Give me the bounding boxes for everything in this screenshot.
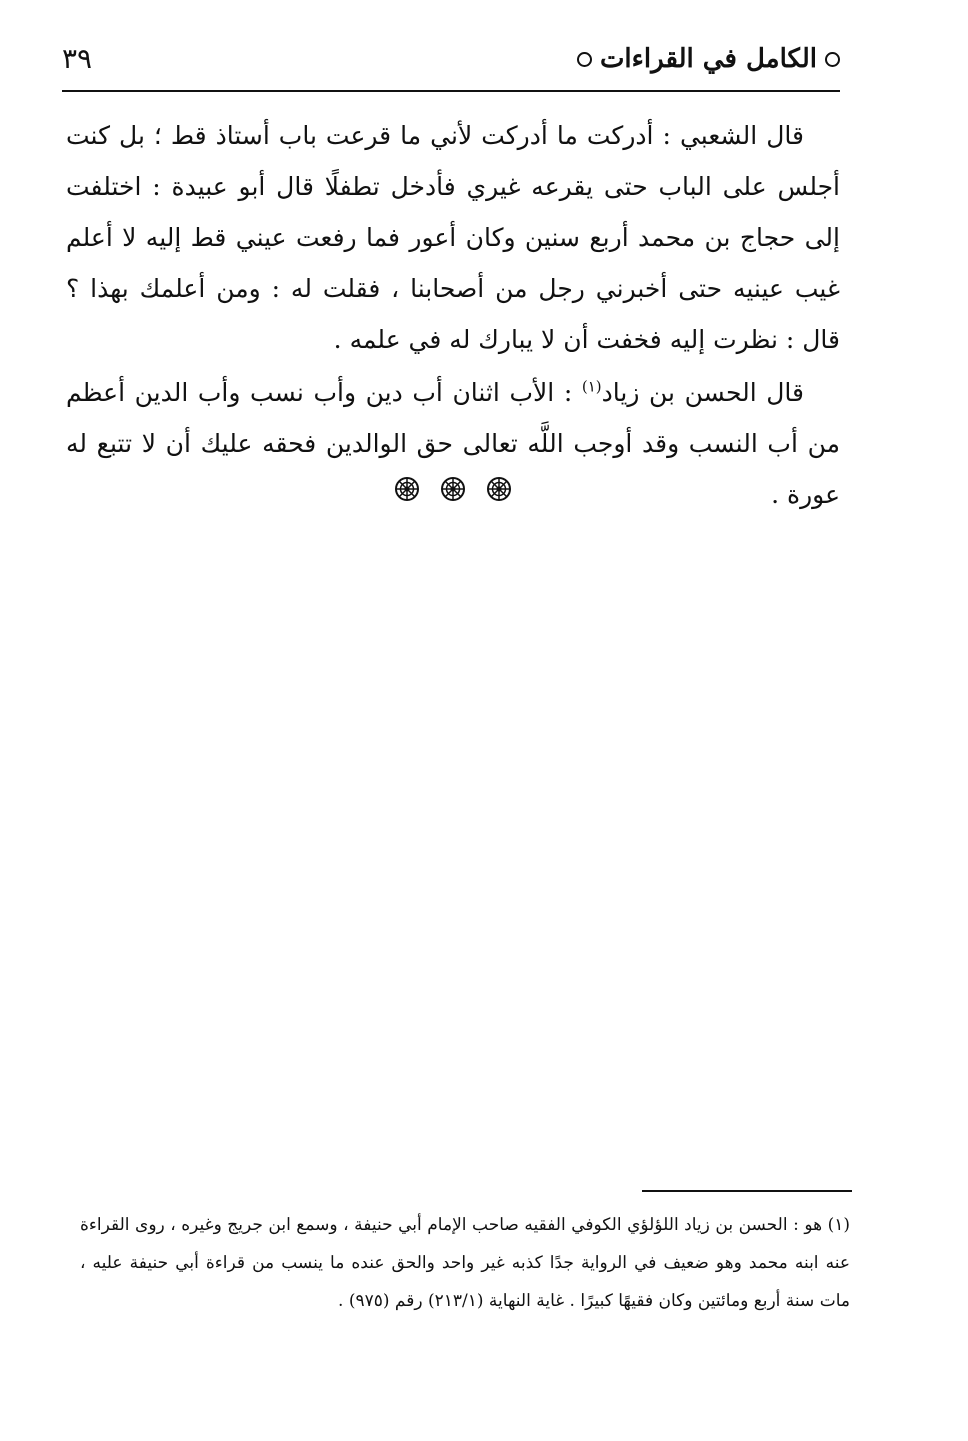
paragraph: قال الشعبي : أدركت ما أدركت لأني ما قرعت باب أستاذ قط ؛ بل كنت أجلس على الباب حتى يقرعه غيري فأدخل تطفلًا قال أبو عبيدة : اختلفت إلى حجاج بن محمد أربع سنين وكان أعور فما رفعت عيني قط إليه لا أعلم غيب عينيه حتى أخبرني رجل من أصحابنا ، فقلت له : ومن أعلمك بهذا ؟ قال : نظرت إليه فخفت أن لا يبارك له في علمه . bbox=[66, 121, 840, 354]
ornament-icon bbox=[394, 476, 420, 502]
footnote-divider bbox=[642, 1190, 852, 1192]
header-divider bbox=[62, 90, 840, 92]
circle-ornament-icon bbox=[825, 52, 840, 67]
section-ornaments bbox=[0, 476, 968, 502]
footnote-text: (١) هو : الحسن بن زياد اللؤلؤي الكوفي الفقيه صاحب الإمام أبي حنيفة ، وسمع ابن جريج وغيره ، روى القراءة عنه ابنه محمد وهو ضعيف في الرواية جدًا كذبه غير واحد والحق عنده ما ينسب من قراءة أبي حنيفة عليه ، مات سنة أربع ومائتين وكان فقيهًا كبيرًا . غاية النهاية (٢١٣/١) رقم (٩٧٥) . bbox=[80, 1215, 850, 1311]
footnote bbox=[80, 1206, 850, 1320]
header-title-text: الكامل في القراءات bbox=[599, 44, 817, 74]
main-text bbox=[66, 110, 840, 522]
circle-ornament-icon bbox=[577, 52, 592, 67]
page-number: ٣٩ bbox=[62, 42, 93, 75]
paragraph-text: : الأب اثنان أب دين وأب نسب وأب الدين أعظم من أب النسب وقد أوجب اللَّه تعالى حق الوالدين فحقه عليك أن لا تتبع له عورة . bbox=[66, 378, 840, 509]
header-title bbox=[577, 44, 840, 74]
paragraph-text: قال الحسن بن زياد bbox=[601, 378, 804, 407]
footnote-reference: (١) bbox=[581, 377, 602, 396]
ornament-icon bbox=[486, 476, 512, 502]
running-header bbox=[62, 40, 840, 84]
ornament-icon bbox=[440, 476, 466, 502]
